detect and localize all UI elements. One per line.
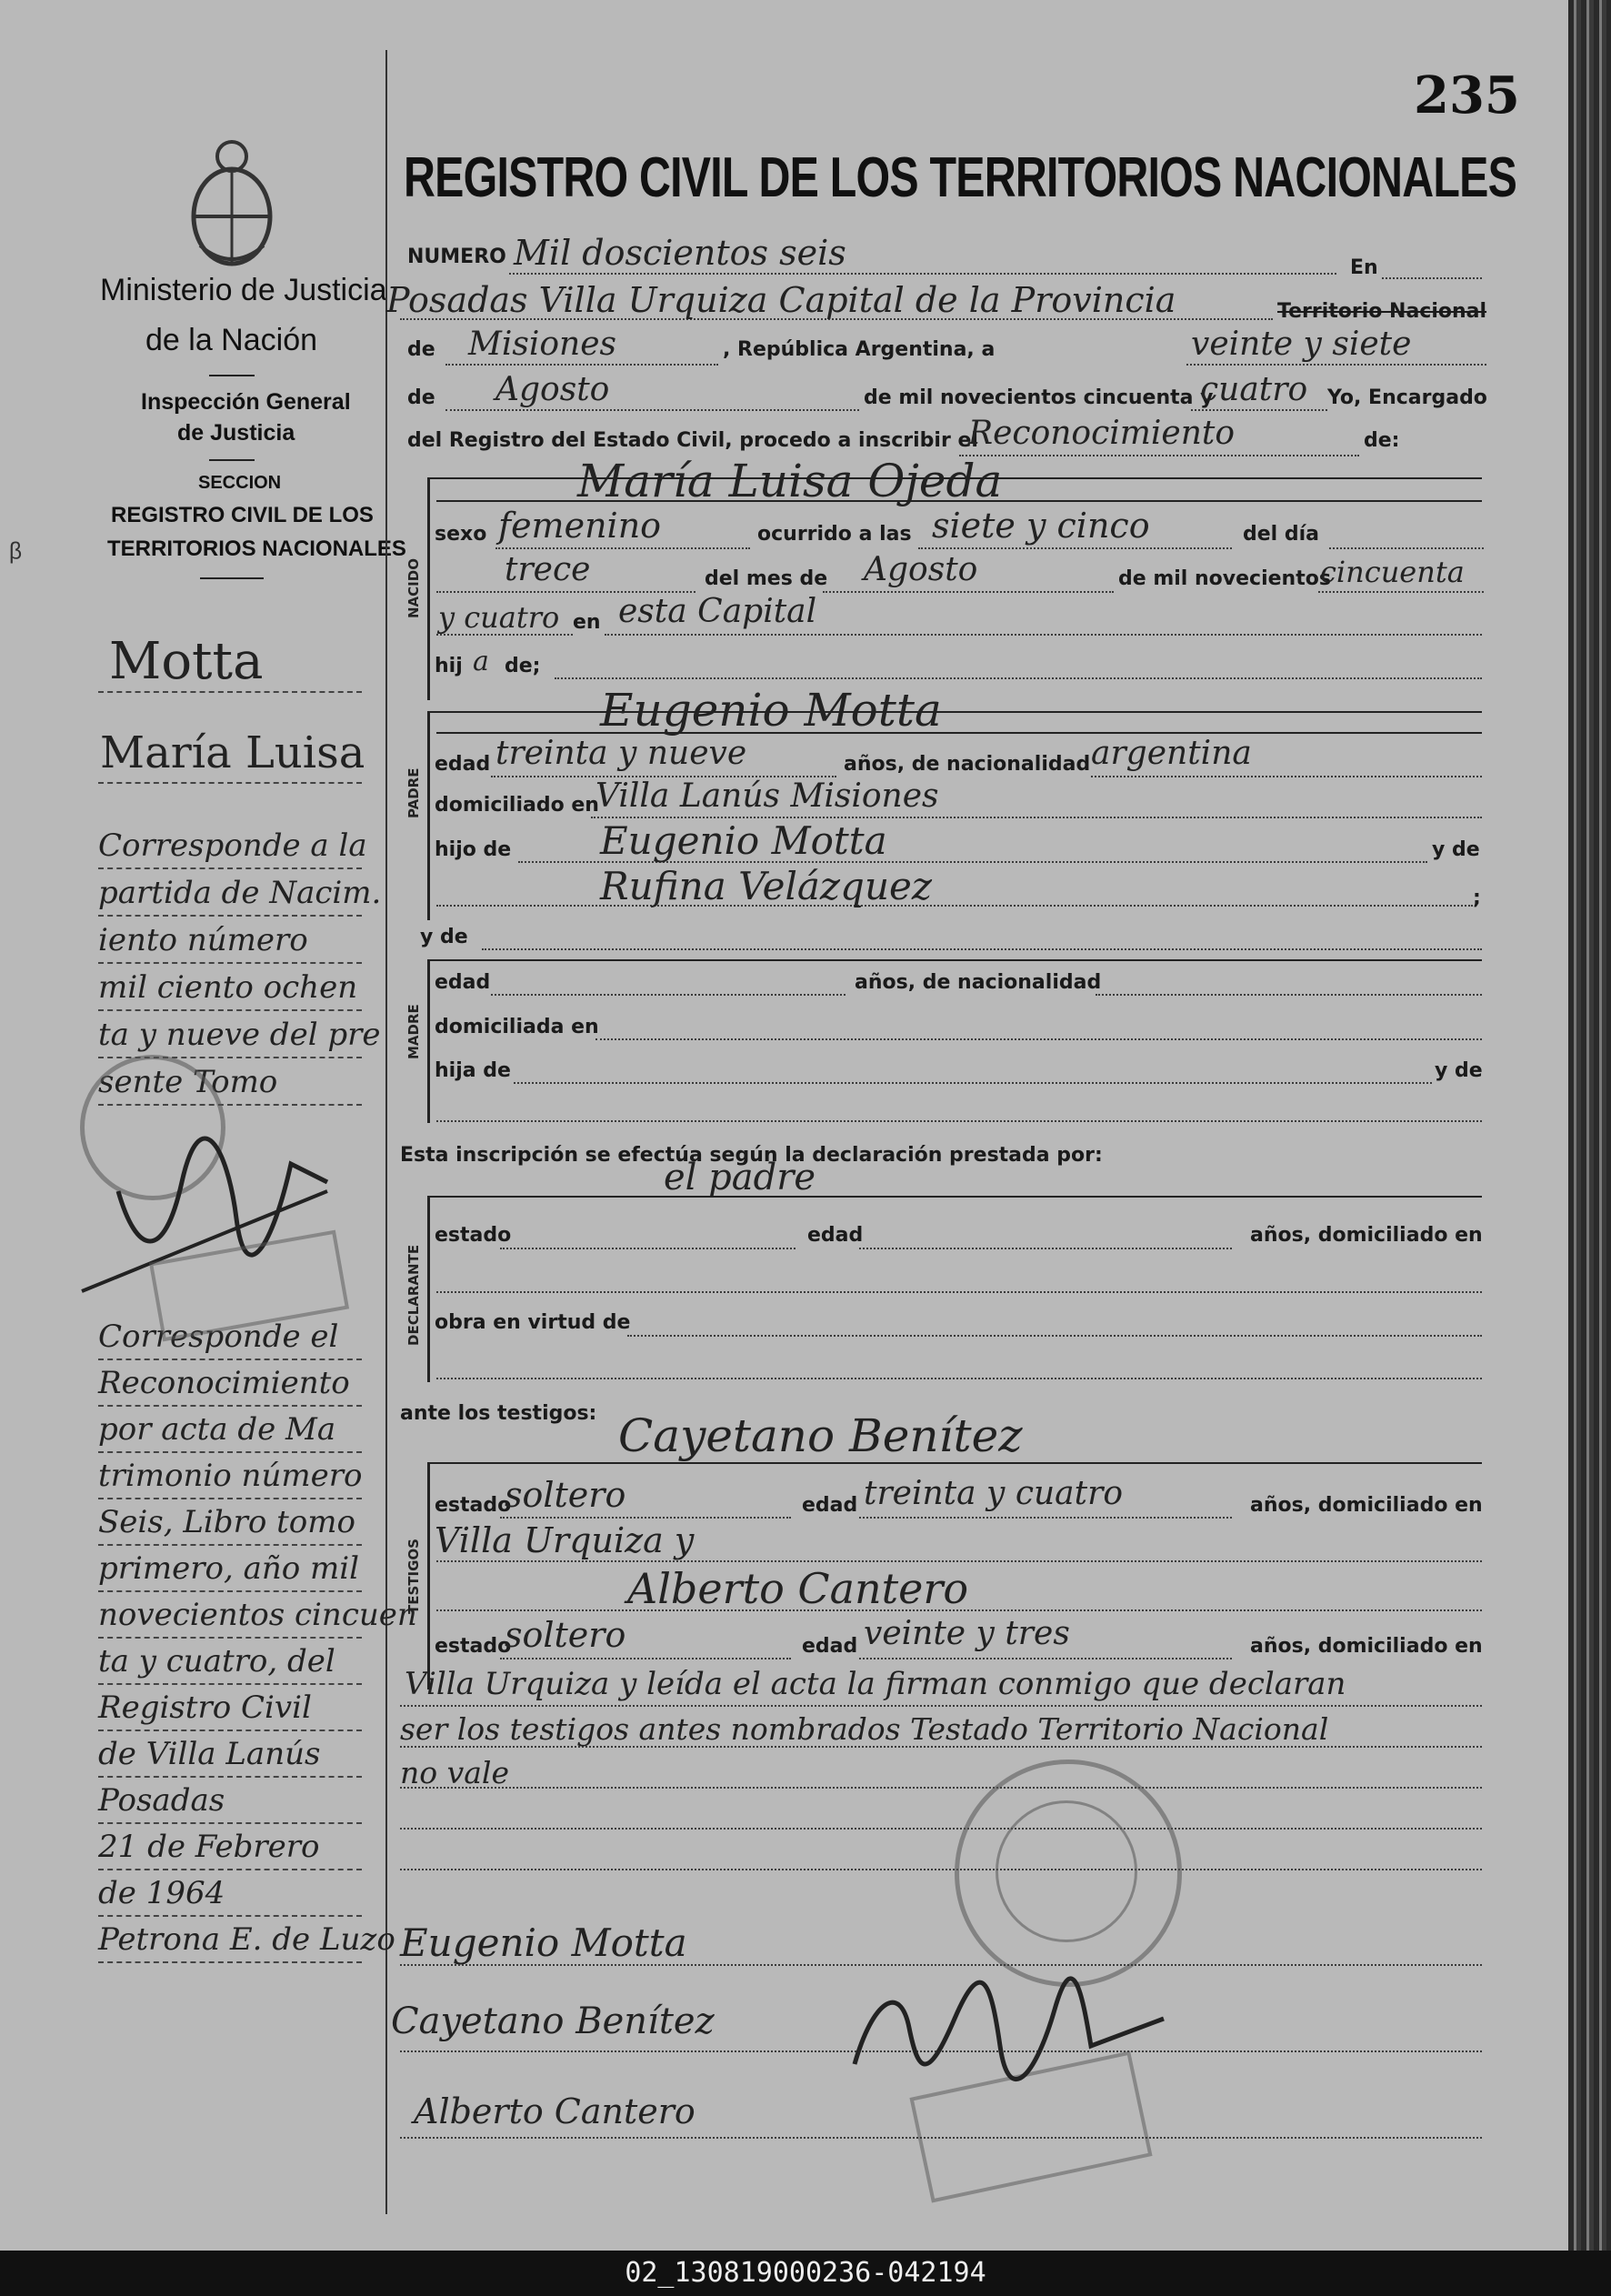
w1-estado-value: soltero [505, 1475, 626, 1515]
padre-nacionalidad: argentina [1091, 735, 1252, 772]
margin-rule [98, 1405, 362, 1407]
w2-edad-value: veinte y tres [864, 1615, 1070, 1652]
de-label-nacido: de; [505, 655, 541, 677]
name-rule [436, 500, 1482, 502]
declarante-name: el padre [664, 1157, 816, 1198]
mes-value: Agosto [864, 551, 978, 588]
closing-line2 [400, 1787, 1482, 1789]
person-name: María Luisa Ojeda [577, 455, 1003, 507]
padre-name: Eugenio Motta [600, 684, 942, 737]
padre-mother-line [436, 905, 1473, 907]
margin-note-line: novecientos cincuen [98, 1597, 417, 1633]
margin-rule [98, 1451, 362, 1453]
padre-name-rule [436, 732, 1482, 734]
w2-estado-label: estado [435, 1635, 512, 1658]
section-line2: TERRITORIOS NACIONALES [107, 536, 406, 561]
act-value: Reconocimiento [968, 415, 1236, 452]
scan-id-footer: 02_130819000236-042194 [0, 2251, 1611, 2296]
sig-line [400, 2137, 1482, 2139]
section-label: SECCION [198, 473, 282, 493]
margin-rule [98, 1590, 362, 1592]
madre-hija-label: hija de [435, 1059, 511, 1082]
w1-estado-line [500, 1517, 791, 1519]
de1-label: de [407, 338, 435, 361]
padre-y-de-label: y de [1432, 838, 1480, 861]
mil-label: de mil novecientos cincuenta y [864, 386, 1214, 409]
dia-end-line [1329, 547, 1484, 549]
madre-hija-line [514, 1082, 1432, 1084]
signature-cayetano: Cayetano Benítez [391, 2000, 715, 2042]
margin-given-name: María Luisa [100, 727, 365, 778]
en-line [1382, 277, 1482, 279]
closing-text: ser los testigos antes nombrados Testado Territorio Nacional [400, 1711, 1329, 1747]
madre-domicilio-label: domiciliada en [435, 1016, 599, 1038]
w2-name-line [436, 1609, 1482, 1611]
margin-rule [98, 915, 362, 917]
margin-note-line: Seis, Libro tomo [98, 1504, 355, 1540]
w2-estado-line [500, 1658, 791, 1659]
padre-hijo-label: hijo de [435, 838, 512, 861]
numero-value: Mil doscientos seis [514, 233, 846, 273]
ocurrido-label: ocurrido a las [757, 523, 912, 546]
padre-nac-line [1091, 776, 1482, 777]
testigos-side-label: TESTIGOS [405, 1539, 422, 1614]
closing-text2: no vale [400, 1755, 510, 1790]
padre-mother-value: Rufina Velázquez [600, 864, 932, 908]
margin-rule [98, 1915, 362, 1917]
padre-semicolon: ; [1473, 887, 1481, 909]
madre-dom-line [595, 1038, 1482, 1040]
margin-note-line: Corresponde el [98, 1318, 339, 1355]
numero-line [509, 273, 1336, 275]
margin-rule [98, 1498, 362, 1499]
padre-father-value: Eugenio Motta [600, 818, 887, 863]
margin-note-line: mil ciento ochen [98, 969, 358, 1006]
decl-estado-label: estado [435, 1224, 512, 1247]
testigos-top-rule [427, 1462, 1482, 1464]
declarante-intro: Esta inscripción se efectúa según la declaración prestada por: [400, 1144, 1103, 1167]
margin-note-line: trimonio número [98, 1458, 363, 1494]
header-divider [209, 459, 255, 461]
padre-domicilio-value: Villa Lanús Misiones [595, 777, 939, 815]
margin-note-line: ta y nueve del pre [98, 1017, 381, 1053]
margin-note-line: primero, año mil [98, 1550, 360, 1587]
margin-rule [98, 1822, 362, 1824]
margin-rule [98, 1683, 362, 1685]
del-dia-label: del día [1243, 523, 1320, 546]
sexo-label: sexo [435, 523, 487, 546]
de3-label: de: [1364, 429, 1400, 452]
margin-rule [98, 1544, 362, 1546]
ministry-line1: Ministerio de Justicia [100, 273, 387, 307]
margin-rule [98, 782, 362, 784]
w1-estado-label: estado [435, 1494, 512, 1517]
decl-edad-label: edad [807, 1224, 864, 1247]
margin-rule [98, 691, 362, 693]
nacido-side-label: NACIDO [405, 558, 422, 618]
margin-note-line: iento número [98, 922, 308, 958]
numero-label: NUMERO [407, 246, 506, 268]
madre-top-rule [427, 959, 1482, 961]
blank-line [400, 1828, 1482, 1830]
margin-rule [98, 867, 362, 869]
margin-note-line: 21 de Febrero [98, 1829, 320, 1865]
place-value: Posadas Villa Urquiza Capital de la Provincia [386, 280, 1176, 320]
margin-rule [98, 1637, 362, 1639]
w2-edad-label: edad [802, 1635, 858, 1658]
w1-dom-line [436, 1560, 1482, 1562]
act-line [959, 455, 1359, 456]
lugar-line [605, 634, 1482, 636]
madre-y-de-line [482, 948, 1482, 950]
inspection-line2: de Justicia [177, 420, 295, 446]
w2-estado-value: soltero [505, 1615, 626, 1655]
margin-rule [98, 1009, 362, 1011]
novecientos-label: de mil novecientos [1118, 567, 1331, 590]
decl-dom-line [436, 1291, 1482, 1293]
hij-value: a [473, 646, 489, 677]
margin-note-line: de 1964 [98, 1875, 225, 1911]
w1-edad-value: treinta y cuatro [864, 1475, 1123, 1512]
decl-anos-label: años, domiciliado en [1250, 1224, 1483, 1247]
nacido-bracket [427, 477, 430, 700]
hora-line [918, 547, 1232, 549]
day-value: veinte y siete [1191, 326, 1412, 363]
book-binding [1568, 0, 1611, 2251]
w1-domicilio-value: Villa Urquiza y [435, 1520, 695, 1560]
padre-edad-label: edad [435, 753, 491, 776]
padre-domicilio-label: domiciliado en [435, 794, 599, 817]
en-label: En [1350, 256, 1378, 279]
inspection-line1: Inspección General [141, 389, 351, 415]
margin-note-line: Petrona E. de Luzo [98, 1921, 395, 1958]
declarante-top-rule [427, 1196, 1482, 1198]
decl-obra-line [627, 1335, 1482, 1337]
hij-line [555, 677, 1482, 679]
sexo-value: femenino [498, 506, 662, 546]
w1-anos-label: años, domiciliado en [1250, 1494, 1483, 1517]
lugar-value: esta Capital [618, 593, 817, 630]
hora-value: siete y cinco [932, 506, 1150, 546]
witness1-name: Cayetano Benítez [618, 1409, 1023, 1462]
republica-label: , República Argentina, a [723, 338, 996, 361]
padre-top-rule [427, 711, 1482, 713]
madre-bracket [427, 959, 430, 1123]
w2-anos-label: años, domiciliado en [1250, 1635, 1483, 1658]
w2-dom-line [400, 1705, 1482, 1707]
column-divider [385, 50, 387, 2214]
madre-nac-line [1096, 994, 1482, 996]
anio-value2: y cuatro [438, 600, 560, 635]
decl-edad-line [859, 1248, 1232, 1249]
en-label-nacido: en [573, 611, 601, 634]
official-seal-stamp-inner [996, 1800, 1137, 1942]
decl-obra-label: obra en virtud de [435, 1311, 631, 1334]
header-divider [209, 375, 255, 376]
margin-note-line: Corresponde a la [98, 827, 367, 864]
anio-value: cincuenta [1320, 555, 1465, 589]
territorio-label: Territorio Nacional [1277, 300, 1487, 323]
declarante-side-label: DECLARANTE [405, 1244, 422, 1346]
w2-domicilio-value: Villa Urquiza y leída el acta la firman conmigo que declaran [405, 1666, 1346, 1702]
margin-rule [98, 1961, 362, 1963]
margin-note-line: partida de Nacim. [98, 875, 382, 911]
dia-value: trece [505, 551, 591, 588]
year-line [1191, 409, 1327, 411]
margin-rule [98, 1869, 362, 1870]
padre-edad-value: treinta y nueve [495, 735, 747, 772]
madre-y-de-label: y de [420, 926, 468, 948]
blank-line [400, 1869, 1482, 1870]
signature-eugenio: Eugenio Motta [400, 1920, 687, 1965]
mes-line [823, 591, 1114, 593]
margin-note-line: Posadas [98, 1782, 225, 1819]
coat-of-arms-icon [182, 136, 282, 273]
section-line1: REGISTRO CIVIL DE LOS [111, 503, 374, 527]
margin-note-line: Reconocimiento [98, 1365, 350, 1401]
margin-rule [98, 962, 362, 964]
decl-end-line [436, 1378, 1482, 1379]
ministry-line2: de la Nación [145, 323, 318, 357]
year-value: cuatro [1200, 371, 1308, 408]
margin-note-line: por acta de Ma [98, 1411, 336, 1448]
registro-label: del Registro del Estado Civil, procedo a inscribir el [407, 429, 978, 452]
margin-note-line: de Villa Lanús [98, 1736, 321, 1772]
decl-estado-line [500, 1248, 795, 1249]
margin-surname: Motta [109, 632, 264, 691]
testigos-intro: ante los testigos: [400, 1402, 597, 1425]
testigos-bracket [427, 1462, 430, 1689]
header-divider [200, 577, 264, 579]
madre-edad-line [491, 994, 846, 996]
padre-anos-label: años, de nacionalidad [844, 753, 1091, 776]
de1-value: Misiones [468, 326, 617, 363]
month-line [445, 409, 859, 411]
margin-tick-icon: ᵝ [9, 536, 22, 574]
de1-line [445, 364, 718, 366]
day-line [1186, 364, 1486, 366]
padre-side-label: PADRE [405, 767, 422, 818]
signature-alberto: Alberto Cantero [414, 2091, 695, 2131]
anio-line [1318, 591, 1484, 593]
sexo-line [495, 547, 750, 549]
margin-rule [98, 1359, 362, 1360]
margin-note-line: Registro Civil [98, 1689, 312, 1726]
mes-label: del mes de [705, 567, 828, 590]
padre-bracket [427, 711, 430, 920]
witness2-name: Alberto Cantero [627, 1564, 969, 1613]
month-value: Agosto [495, 371, 610, 408]
w1-edad-line [859, 1517, 1232, 1519]
madre-end-line [436, 1120, 1482, 1122]
margin-note-line: sente Tomo [98, 1064, 278, 1100]
de2-label: de [407, 386, 435, 409]
officer-signature-icon [836, 1964, 1182, 2100]
w1-edad-label: edad [802, 1494, 858, 1517]
madre-edad-label: edad [435, 971, 491, 994]
margin-rule [98, 1730, 362, 1731]
margin-rule [98, 1776, 362, 1778]
yo-label: Yo, Encargado [1327, 386, 1487, 409]
w2-edad-line [859, 1658, 1232, 1659]
page-title: REGISTRO CIVIL DE LOS TERRITORIOS NACIONALES [404, 146, 1517, 209]
page-number: 235 [1414, 65, 1520, 125]
madre-y-de2-label: y de [1435, 1059, 1483, 1082]
hij-label: hij [435, 655, 463, 677]
madre-side-label: MADRE [405, 1004, 422, 1059]
madre-anos-label: años, de nacionalidad [855, 971, 1102, 994]
declarante-bracket [427, 1196, 430, 1382]
margin-note-line: ta y cuatro, del [98, 1643, 335, 1679]
